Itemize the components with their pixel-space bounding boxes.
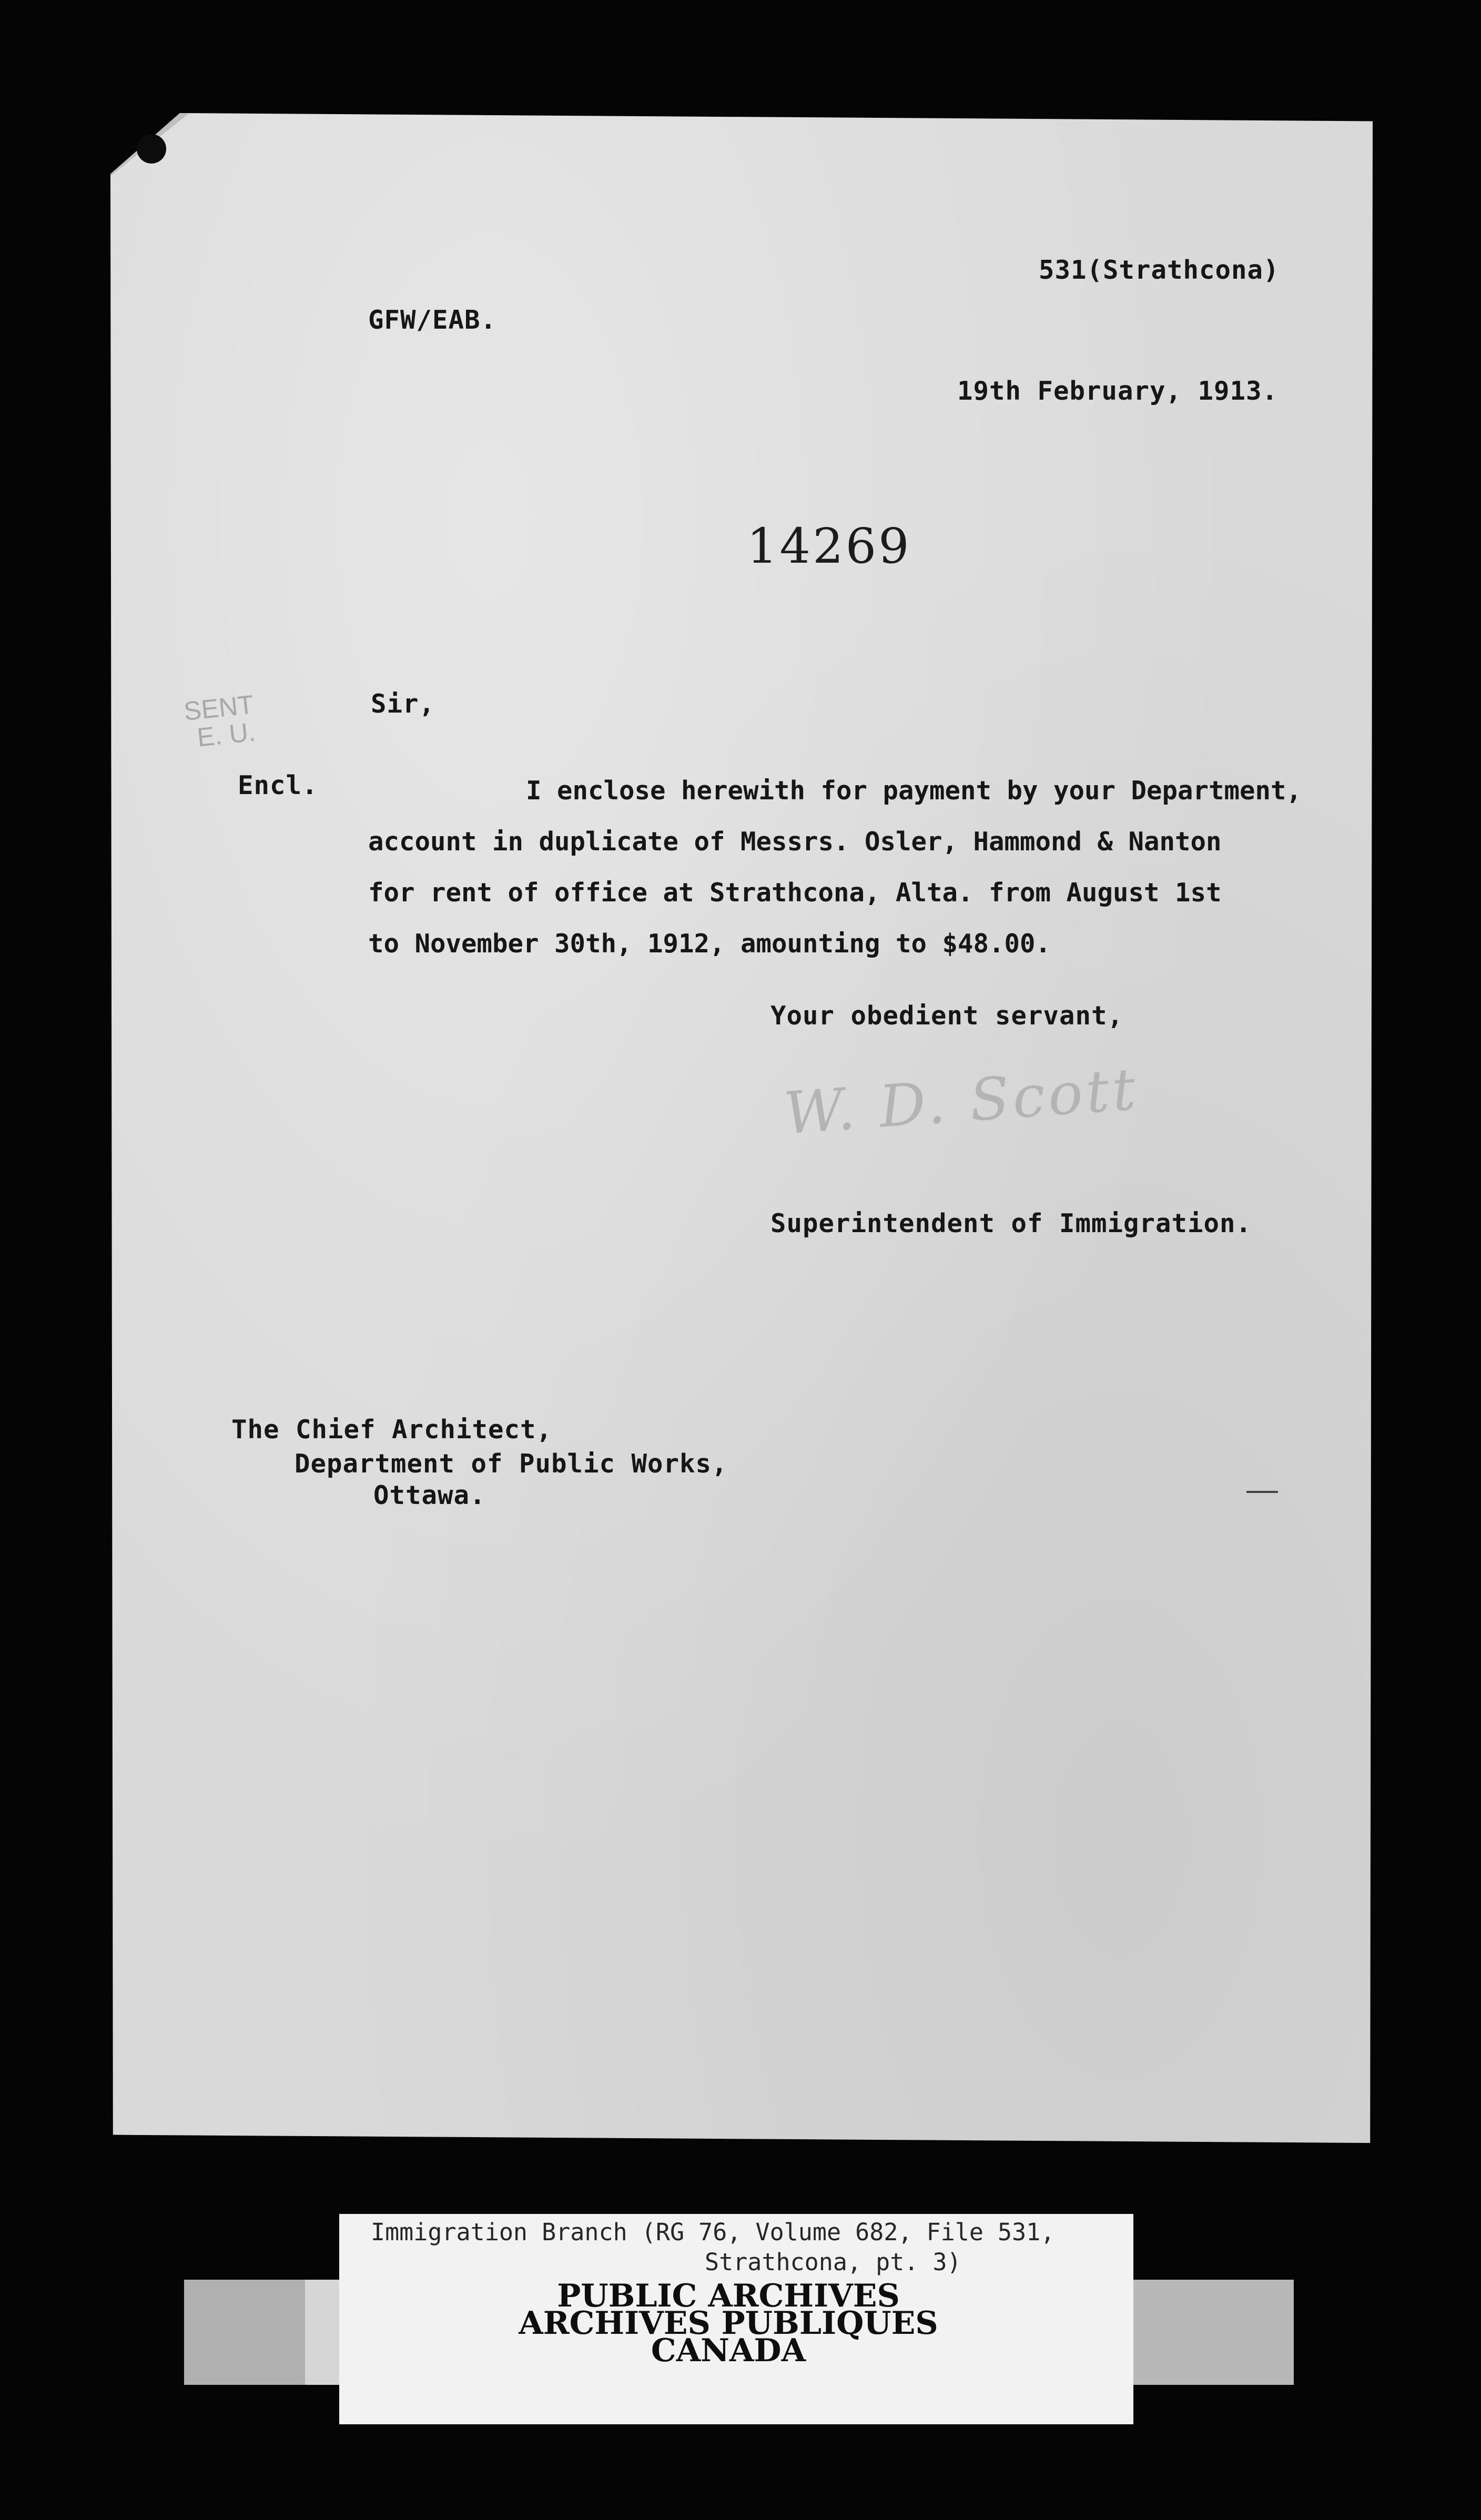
archive-band-left-edge — [184, 2280, 305, 2385]
addressee-line: The Chief Architect, — [231, 1415, 553, 1445]
pencil-dash-mark — [1246, 1491, 1278, 1493]
archive-band-right-edge — [1131, 2280, 1294, 2385]
sent-stamp — [182, 690, 258, 752]
typist-initials: GFW/EAB. — [368, 305, 497, 335]
body-line: to November 30th, 1912, amounting to $48.00. — [368, 929, 1051, 959]
sent-stamp-line1: SENT — [182, 689, 256, 726]
body-line: I enclose herewith for payment by your Department, — [526, 776, 1302, 806]
archive-stamp-line: ARCHIVES PUBLIQUES — [519, 2305, 938, 2342]
archive-stamp — [492, 2278, 965, 2369]
archive-caption-line: Strathcona, pt. 3) — [705, 2248, 961, 2276]
signatory-title: Superintendent of Immigration. — [770, 1208, 1252, 1238]
letter-page — [110, 113, 1373, 2143]
handwritten-signature: W. D. Scott — [782, 1055, 1141, 1147]
sent-stamp-line2: E. U. — [196, 717, 257, 753]
punch-hole — [137, 134, 166, 164]
addressee-line: Ottawa. — [373, 1480, 486, 1510]
file-reference: 531(Strathcona) — [1039, 255, 1280, 285]
body-line: account in duplicate of Messrs. Osler, Hammond & Nanton — [368, 827, 1222, 857]
salutation: Sir, — [371, 689, 435, 719]
letter-body — [368, 765, 1331, 969]
addressee-line: Department of Public Works, — [295, 1449, 728, 1479]
letter-date: 19th February, 1913. — [957, 376, 1279, 406]
body-line: for rent of office at Strathcona, Alta. from August 1st — [368, 878, 1222, 908]
archive-stamp-line: CANADA — [651, 2332, 806, 2369]
archive-stamp-line: PUBLIC ARCHIVES — [557, 2278, 900, 2314]
archive-caption-line: Immigration Branch (RG 76, Volume 682, File 531, — [371, 2218, 1055, 2246]
enclosure-note: Encl. — [238, 770, 318, 800]
closing: Your obedient servant, — [770, 1001, 1124, 1031]
stamped-number: 14269 — [747, 518, 911, 574]
